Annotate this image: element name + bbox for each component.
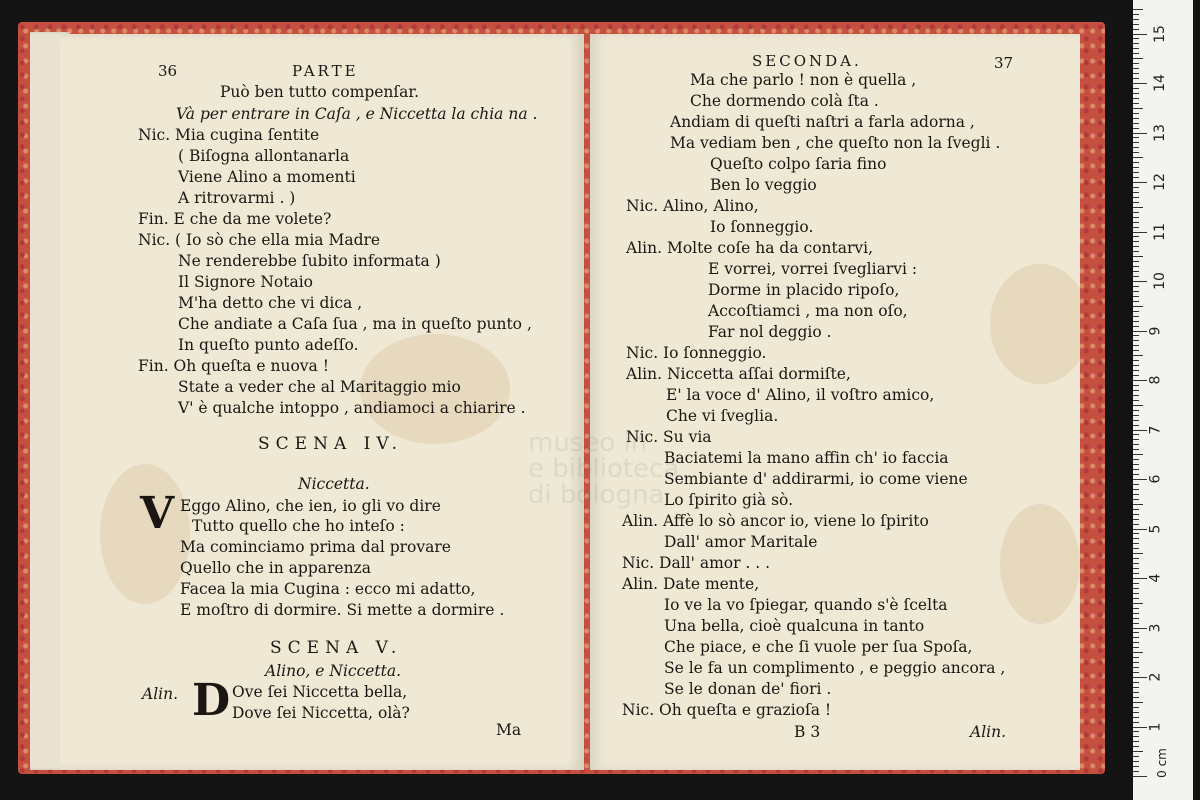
ruler-tick xyxy=(1133,692,1139,693)
ruler-tick xyxy=(1133,712,1139,713)
paper-stain xyxy=(990,264,1080,384)
scene-heading: SCENA V. xyxy=(270,638,403,658)
ruler-tick xyxy=(1133,578,1147,579)
ruler-tick xyxy=(1133,697,1139,698)
ruler-tick xyxy=(1133,311,1139,312)
text-line: Ben lo veggio xyxy=(710,176,817,194)
text-line: Può ben tutto compenſar. xyxy=(220,83,420,101)
ruler-tick xyxy=(1133,628,1147,629)
text-line: Alin. Affè lo sò ancor io, viene lo ſpirito xyxy=(622,512,929,530)
catchword: Ma xyxy=(496,721,522,739)
text-line: Il Signore Notaio xyxy=(178,273,313,291)
ruler-tick xyxy=(1133,524,1139,525)
text-line: Nic. Io ſonneggio. xyxy=(626,344,767,362)
ruler-tick xyxy=(1133,187,1139,188)
ruler-tick xyxy=(1133,509,1139,510)
ruler-tick xyxy=(1133,133,1147,134)
ruler-tick xyxy=(1133,415,1139,416)
text-line: Ove ſei Niccetta bella, xyxy=(232,683,408,701)
text-line: Nic. Mia cugina ſentite xyxy=(138,126,320,144)
ruler-tick xyxy=(1133,682,1139,683)
ruler-tick xyxy=(1133,48,1139,49)
text-line: Accoſtiamci , ma non oſo, xyxy=(708,302,908,320)
ruler-tick xyxy=(1133,761,1139,762)
text-line: E' la voce d' Alino, il voſtro amico, xyxy=(666,386,935,404)
text-line: Nic. Su via xyxy=(626,428,712,446)
ruler-tick xyxy=(1133,687,1139,688)
ruler-number: 6 xyxy=(1147,474,1164,484)
ruler-tick xyxy=(1133,405,1143,406)
ruler-tick xyxy=(1133,756,1139,757)
ruler-tick xyxy=(1133,340,1139,341)
ruler-tick xyxy=(1133,118,1139,119)
ruler-number: 4 xyxy=(1147,573,1164,583)
ruler-tick xyxy=(1133,157,1143,158)
ruler-tick xyxy=(1133,469,1139,470)
text-line: Baciatemi la mano affin ch' io faccia xyxy=(664,449,949,467)
ruler-tick xyxy=(1133,38,1139,39)
ruler-tick xyxy=(1133,197,1139,198)
ruler-tick xyxy=(1133,652,1143,653)
ruler-tick xyxy=(1133,479,1147,480)
ruler-tick xyxy=(1133,73,1139,74)
ruler-tick xyxy=(1133,152,1139,153)
ruler-number: 12 xyxy=(1151,173,1168,191)
ruler-tick xyxy=(1133,543,1139,544)
ruler-tick xyxy=(1133,618,1139,619)
ruler-tick xyxy=(1133,306,1143,307)
ruler-tick xyxy=(1133,766,1139,767)
text-line: Far nol deggio . xyxy=(708,323,832,341)
ruler-number: 11 xyxy=(1151,222,1168,241)
ruler-tick xyxy=(1133,425,1139,426)
text-line: Dorme in placido ripoſo, xyxy=(708,281,900,299)
ruler-tick xyxy=(1133,573,1139,574)
ruler-tick xyxy=(1133,593,1139,594)
ruler-tick xyxy=(1133,331,1147,332)
ruler-tick xyxy=(1133,335,1139,336)
running-head: SECONDA. xyxy=(752,52,862,70)
text-line: Eggo Alino, che ien, io gli vo dire xyxy=(180,497,441,515)
ruler-tick xyxy=(1133,202,1139,203)
watermark xyxy=(528,430,679,508)
ruler-tick xyxy=(1133,271,1139,272)
ruler-tick xyxy=(1133,19,1139,20)
ruler-tick xyxy=(1133,24,1139,25)
ruler-tick xyxy=(1133,444,1139,445)
ruler-number: 3 xyxy=(1147,623,1164,632)
ruler-tick xyxy=(1133,613,1139,614)
ruler-unit: 0 cm xyxy=(1154,748,1169,778)
ruler-tick xyxy=(1133,736,1139,737)
ruler-tick xyxy=(1133,53,1139,54)
ruler-tick xyxy=(1133,296,1139,297)
drop-cap: D xyxy=(192,675,231,726)
ruler-number: 9 xyxy=(1147,326,1164,335)
ruler-tick xyxy=(1133,142,1139,143)
ruler-tick xyxy=(1133,727,1147,728)
ruler-tick xyxy=(1133,291,1139,292)
text-line: E moſtro di dormire. Si mette a dormire . xyxy=(180,601,505,619)
ruler-tick xyxy=(1133,236,1139,237)
text-line: Dall' amor Maritale xyxy=(664,533,818,551)
ruler-number: 7 xyxy=(1147,425,1164,434)
ruler-tick xyxy=(1133,623,1139,624)
ruler-tick xyxy=(1133,43,1139,44)
ruler-tick xyxy=(1133,83,1147,84)
text-line: In queſto punto adeſſo. xyxy=(178,336,359,354)
ruler-tick xyxy=(1133,662,1139,663)
text-line: Ma vediam ben , che queſto non la ſvegli . xyxy=(670,134,1001,152)
ruler-tick xyxy=(1133,390,1139,391)
ruler-tick xyxy=(1133,345,1139,346)
ruler-tick xyxy=(1133,167,1139,168)
text-line: Se le donan de' fiori . xyxy=(664,680,832,698)
ruler-tick xyxy=(1133,746,1139,747)
text-line: Viene Alino a momenti xyxy=(178,168,356,186)
ruler-tick xyxy=(1133,464,1139,465)
ruler-tick xyxy=(1133,217,1139,218)
text-line: Se le fa un complimento , e peggio ancora , xyxy=(664,659,1006,677)
stage-direction: Và per entrare in Caſa , e Niccetta la chia na . xyxy=(176,105,538,123)
ruler-tick xyxy=(1133,420,1139,421)
ruler-tick xyxy=(1133,637,1139,638)
ruler-tick xyxy=(1133,63,1139,64)
ruler-tick xyxy=(1133,266,1139,267)
ruler-tick xyxy=(1133,553,1143,554)
ruler-tick xyxy=(1133,162,1139,163)
ruler-tick xyxy=(1133,316,1139,317)
ruler-tick xyxy=(1133,474,1139,475)
ruler-tick xyxy=(1133,677,1147,678)
text-line: Io ve la vo ſpiegar, quando s'è ſcelta xyxy=(664,596,948,614)
ruler-tick xyxy=(1133,459,1139,460)
ruler-tick xyxy=(1133,499,1139,500)
ruler-tick xyxy=(1133,771,1139,772)
ruler-tick xyxy=(1133,108,1143,109)
ruler-tick xyxy=(1133,251,1139,252)
ruler-tick xyxy=(1133,222,1139,223)
ruler-tick xyxy=(1133,548,1139,549)
scene-heading: SCENA IV. xyxy=(258,434,404,454)
text-line: Alin. Niccetta aſſai dormiſte, xyxy=(626,365,851,383)
ruler-tick xyxy=(1133,375,1139,376)
ruler-tick xyxy=(1133,519,1139,520)
ruler-tick xyxy=(1133,533,1139,534)
text-line: Nic. ( Io sò che ella mia Madre xyxy=(138,231,381,249)
ruler-tick xyxy=(1133,88,1139,89)
text-line: Dove ſei Niccetta, olà? xyxy=(232,704,410,722)
ruler-number: 1 xyxy=(1147,722,1164,731)
ruler-tick xyxy=(1133,14,1139,15)
ruler-tick xyxy=(1133,261,1139,262)
text-line: Ne renderebbe ſubito informata ) xyxy=(178,252,441,270)
ruler-tick xyxy=(1133,227,1139,228)
ruler-tick xyxy=(1133,434,1139,435)
text-line: Facea la mia Cugina : ecco mi adatto, xyxy=(180,580,476,598)
ruler-tick xyxy=(1133,246,1139,247)
right-page xyxy=(590,34,1080,770)
ruler-tick xyxy=(1133,514,1139,515)
ruler-tick xyxy=(1133,568,1139,569)
ruler-tick xyxy=(1133,177,1139,178)
page-number: 37 xyxy=(994,54,1014,72)
ruler-tick xyxy=(1133,360,1139,361)
ruler-tick xyxy=(1133,192,1139,193)
speaker-name: Alin. xyxy=(142,685,179,703)
ruler-tick xyxy=(1133,717,1139,718)
text-line: Tutto quello che ho inteſo : xyxy=(192,517,405,535)
ruler-tick xyxy=(1133,256,1143,257)
ruler-tick xyxy=(1133,113,1139,114)
ruler-tick xyxy=(1133,400,1139,401)
ruler-tick xyxy=(1133,281,1147,282)
text-line: Nic. Dall' amor . . . xyxy=(622,554,771,572)
ruler-tick xyxy=(1133,647,1139,648)
ruler-tick xyxy=(1133,182,1147,183)
ruler-tick xyxy=(1133,603,1143,604)
paper-stain xyxy=(1000,504,1080,624)
ruler-tick xyxy=(1133,301,1139,302)
text-line: Queſto colpo ſaria fino xyxy=(710,155,887,173)
ruler-tick xyxy=(1133,489,1139,490)
ruler-tick xyxy=(1133,68,1139,69)
ruler-tick xyxy=(1133,449,1139,450)
ruler-tick xyxy=(1133,286,1139,287)
drop-cap: V xyxy=(140,488,175,539)
measurement-ruler xyxy=(1133,0,1193,800)
ruler-tick xyxy=(1133,29,1139,30)
text-line: Ma cominciamo prima dal provare xyxy=(180,538,451,556)
ruler-tick xyxy=(1133,212,1139,213)
left-page xyxy=(60,34,584,770)
ruler-tick xyxy=(1133,355,1143,356)
text-line: State a veder che al Maritaggio mio xyxy=(178,378,461,396)
text-line: M'ha detto che vi dica , xyxy=(178,294,363,312)
ruler-number: 14 xyxy=(1151,74,1168,92)
ruler-number: 15 xyxy=(1151,24,1168,43)
text-line: Lo ſpirito già sò. xyxy=(664,491,794,509)
ruler-tick xyxy=(1133,207,1143,208)
ruler-tick xyxy=(1133,98,1139,99)
ruler-tick xyxy=(1133,484,1139,485)
text-line: Sembiante d' addirarmi, io come viene xyxy=(664,470,968,488)
ruler-number: 13 xyxy=(1151,123,1168,142)
ruler-tick xyxy=(1133,128,1139,129)
ruler-tick xyxy=(1133,707,1139,708)
text-line: A ritrovarmi . ) xyxy=(178,189,296,207)
text-line: Ma che parlo ! non è quella , xyxy=(690,71,917,89)
watermark-line: museo in xyxy=(528,428,648,458)
ruler-tick xyxy=(1133,380,1147,381)
text-line: Quello che in apparenza xyxy=(180,559,371,577)
ruler-number: 10 xyxy=(1151,272,1168,290)
character-names: Alino, e Niccetta. xyxy=(265,662,402,680)
ruler-tick xyxy=(1133,123,1139,124)
text-line: Io ſonneggio. xyxy=(710,218,814,236)
ruler-tick xyxy=(1133,350,1139,351)
ruler-tick xyxy=(1133,232,1147,233)
ruler-tick xyxy=(1133,538,1139,539)
ruler-tick xyxy=(1133,751,1143,752)
text-line: Che vi ſveglia. xyxy=(666,407,779,425)
ruler-tick xyxy=(1133,657,1139,658)
ruler-tick xyxy=(1133,439,1139,440)
text-line: Che piace, e che ſi vuole per ſua Spoſa, xyxy=(664,638,973,656)
ruler-tick xyxy=(1133,588,1139,589)
ruler-tick xyxy=(1133,103,1139,104)
ruler-tick xyxy=(1133,276,1139,277)
text-line: Andiam di queſti naſtri a farla adorna , xyxy=(670,113,975,131)
ruler-number: 8 xyxy=(1147,375,1164,385)
ruler-tick xyxy=(1133,172,1139,173)
text-line: Fin. Oh queſta e nuova ! xyxy=(138,357,329,375)
ruler-tick xyxy=(1133,78,1139,79)
text-line: Nic. Oh queſta e grazioſa ! xyxy=(622,701,832,719)
ruler-tick xyxy=(1133,563,1139,564)
watermark-line: di bologna xyxy=(528,480,665,510)
ruler-tick xyxy=(1133,321,1139,322)
ruler-tick xyxy=(1133,9,1143,10)
ruler-tick xyxy=(1133,410,1139,411)
ruler-tick xyxy=(1133,241,1139,242)
ruler-number: 5 xyxy=(1147,524,1164,533)
catchword: Alin. xyxy=(970,723,1007,741)
text-line: E vorrei, vorrei ſvegliarvi : xyxy=(708,260,918,278)
ruler-tick xyxy=(1133,642,1139,643)
ruler-tick xyxy=(1133,326,1139,327)
ruler-tick xyxy=(1133,395,1139,396)
watermark-line: e biblioteca xyxy=(528,454,680,484)
ruler-tick xyxy=(1133,385,1139,386)
running-head: PARTE xyxy=(292,62,359,80)
ruler-tick xyxy=(1133,370,1139,371)
ruler-tick xyxy=(1133,558,1139,559)
ruler-tick xyxy=(1133,672,1139,673)
ruler-number: 2 xyxy=(1147,672,1164,682)
text-line: Alin. Molte coſe ha da contarvi, xyxy=(626,239,874,257)
signature-mark: B 3 xyxy=(794,723,821,741)
text-line: Fin. E che da me volete? xyxy=(138,210,332,228)
ruler-tick xyxy=(1133,741,1139,742)
text-line: Che dormendo colà ſta . xyxy=(690,92,879,110)
character-name: Niccetta. xyxy=(298,475,370,493)
ruler-tick xyxy=(1133,34,1147,35)
ruler-tick xyxy=(1133,632,1139,633)
text-line: Nic. Alino, Alino, xyxy=(626,197,759,215)
ruler-tick xyxy=(1133,504,1143,505)
ruler-tick xyxy=(1133,776,1147,777)
ruler-tick xyxy=(1133,454,1143,455)
ruler-tick xyxy=(1133,529,1147,530)
ruler-tick xyxy=(1133,147,1139,148)
text-line: V' è qualche intoppo , andiamoci a chiarire . xyxy=(178,399,526,417)
ruler-tick xyxy=(1133,494,1139,495)
ruler-tick xyxy=(1133,702,1143,703)
ruler-tick xyxy=(1133,608,1139,609)
ruler-tick xyxy=(1133,137,1139,138)
ruler-tick xyxy=(1133,598,1139,599)
ruler-tick xyxy=(1133,722,1139,723)
ruler-tick xyxy=(1133,58,1143,59)
text-line: Una bella, cioè qualcuna in tanto xyxy=(664,617,925,635)
ruler-tick xyxy=(1133,430,1147,431)
text-line: Che andiate a Caſa ſua , ma in queſto punto , xyxy=(178,315,532,333)
page-number: 36 xyxy=(158,62,178,80)
ruler-tick xyxy=(1133,93,1139,94)
text-line: Alin. Date mente, xyxy=(622,575,760,593)
ruler-tick xyxy=(1133,365,1139,366)
ruler-tick xyxy=(1133,583,1139,584)
text-line: ( Biſogna allontanarla xyxy=(178,147,350,165)
ruler-tick xyxy=(1133,731,1139,732)
ruler-tick xyxy=(1133,667,1139,668)
